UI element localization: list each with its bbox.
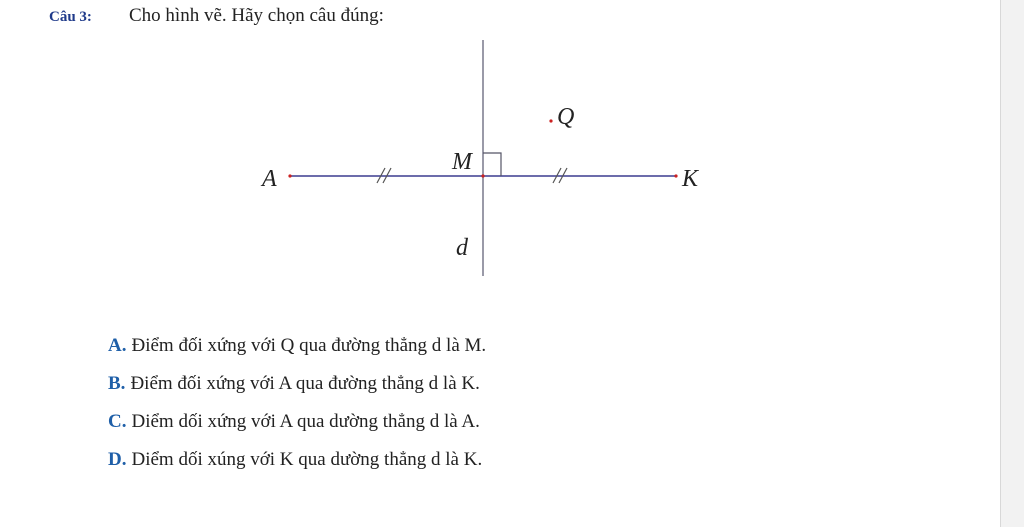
label-point-q: Q bbox=[557, 104, 575, 130]
option-d[interactable] bbox=[108, 448, 486, 472]
answer-options bbox=[108, 334, 486, 486]
option-b-letter: B. bbox=[108, 373, 126, 394]
point-a-dot bbox=[288, 174, 291, 177]
label-line-d: d bbox=[456, 235, 468, 261]
option-a-text: Điểm đối xứng với Q qua đường thẳng d là M. bbox=[131, 335, 487, 356]
option-b[interactable] bbox=[108, 372, 486, 396]
point-k-dot bbox=[674, 174, 677, 177]
question-number: Câu 3: bbox=[49, 9, 92, 25]
option-d-text: Diểm dối xúng với K qua dường thẳng d là K. bbox=[131, 449, 483, 470]
viewer-right-edge bbox=[1000, 0, 1024, 527]
option-b-text: Điểm đối xứng với A qua đường thẳng d là K. bbox=[130, 373, 480, 394]
option-a-letter: A. bbox=[108, 335, 127, 356]
option-c-letter: C. bbox=[108, 411, 127, 432]
label-point-a: A bbox=[262, 166, 277, 192]
option-a[interactable] bbox=[108, 334, 486, 358]
question-text: Cho hình vẽ. Hãy chọn câu đúng: bbox=[129, 5, 384, 26]
option-c[interactable] bbox=[108, 410, 486, 434]
option-c-text: Diểm dối xứng với A qua dường thẳng d là A. bbox=[131, 411, 480, 432]
point-q-dot bbox=[549, 119, 552, 122]
option-d-letter: D. bbox=[108, 449, 127, 470]
point-m-dot bbox=[481, 174, 484, 177]
label-point-k: K bbox=[682, 166, 699, 192]
right-angle-marker bbox=[483, 153, 501, 176]
label-point-m: M bbox=[452, 149, 472, 175]
